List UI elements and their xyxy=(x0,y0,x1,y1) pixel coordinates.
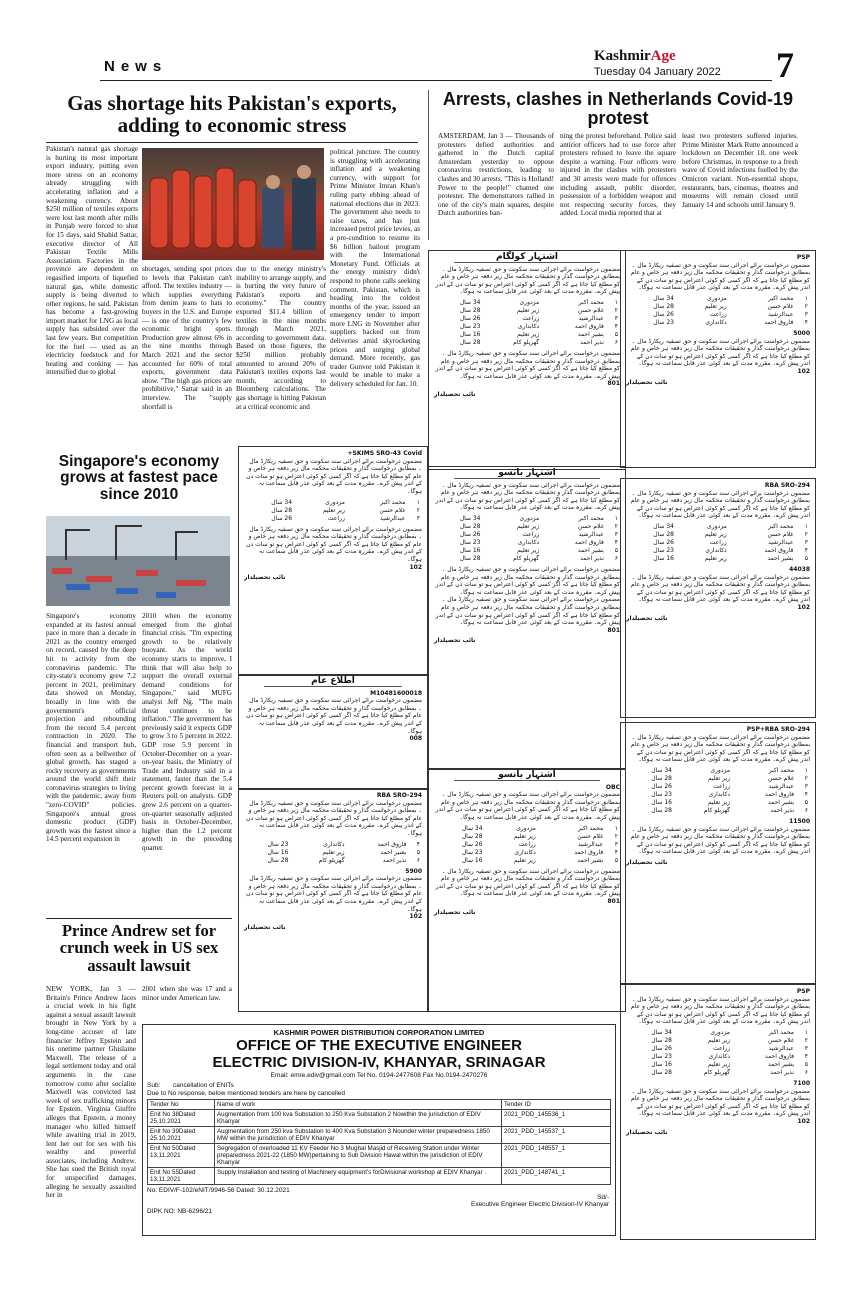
notice-body-2: مضمون درخواست برائے اجرائی سند سکونت و حق تصفیہ ریکارڈ مال ۔ بمطابق درخواست گذار و تحقیقات محکمہ مال زیر دفعہ ہر خاص و عام کو مطلع کیا جاتا ہے کہ اگر کسی کو کوئی اعتراض ہو تو سات دن کے اندر پیش کرے۔ مقررہ مدت کے بعد کوئی عذر قابل سماعت نہ ہوگا۔ xyxy=(630,337,810,368)
kpdcl-ref: No: EDIV/F-102/eNIT/9946-56 Dated: 30.12.2021 xyxy=(147,1187,290,1194)
table-row: ۳ عبدالرشید زراعت 26 سال xyxy=(271,514,420,522)
notice-ref: SKIMS SRO-43 Covid+ xyxy=(347,450,422,457)
gas-rule xyxy=(46,142,418,143)
urdu-notice-right-2 xyxy=(620,478,816,718)
gas-col-1: Pakistan's natural gas shortage is hurting its most important export industry, putting even more stress on an economy already struggling with accelerating inflation and a weakening currency. About $250 million of textiles exports were lost last month after mills in Punjab were forced to shut for 15 days, said Shahid Sattar, executive director of All Pakistan Textile Mills Association. Factories in the province are dependent on regasified imports of liquefied natural gas, while domestic supply is being diverted to other regions, he said. Pakistan has become a fast-growing import market for LNG as local supply has subsided over the last few years. But competition for the fuel — used as an electricity feedstock and for heating and cooking — has intensified due to global xyxy=(46,145,138,377)
notice-body: مضمون درخواست برائے اجرائی سند سکونت و حق تصفیہ ریکارڈ مال ۔ بمطابق درخواست گذار و تحقیقات محکمہ مال زیر دفعہ ہر خاص و عام کو مطلع کیا جاتا ہے کہ اگر کسی کو کوئی اعتراض ہو تو سات دن کے اندر پیش کرے۔ مقررہ مدت کے بعد کوئی عذر قابل سماعت نہ ہوگا۔ xyxy=(246,799,422,837)
andrew-col-1: NEW YORK, Jan 3 — Britain's Prince Andrew faces a crucial week in his fight against a sexual assault lawsuit brought in New York by a long-time accuser of late financier Jeffrey Epstein and his onetime partner Ghislaine Maxwell. The release of a legal settlement today and oral arguments in the case tomorrow come after socialite Maxwell was convicted last week of sex trafficking minors for Epstein. Virginia Giuffre alleges that Epstein, a money manager who killed himself while awaiting trial in 2019, lent her out for sex with his wealthy and powerful associates, including Andrew. She has sued the British royal for unspecified damages, alleging he sexually assaulted her in xyxy=(46,985,136,1200)
table-row: ۳ عبدالرشید زراعت 26 سال xyxy=(459,530,618,538)
notice-body: مضمون درخواست برائے اجرائی سند سکونت و حق تصفیہ ریکارڈ مال ۔ بمطابق درخواست گذار و تحقیقات محکمہ مال زیر دفعہ ہر خاص و عام کو مطلع کیا جاتا ہے کہ اگر کسی کو کوئی اعتراض ہو تو سات دن کے اندر پیش کرے۔ مقررہ مدت کے بعد کوئی عذر قابل سماعت نہ ہوگا۔ xyxy=(630,261,810,292)
notice-number: 102 xyxy=(797,367,810,375)
table-row: ۱ محمد اکبر مزدوری 34 سال xyxy=(459,298,618,306)
cylinders-graphic xyxy=(142,148,324,260)
notice-body-2: مضمون درخواست برائے اجرائی سند سکونت و حق تصفیہ ریکارڈ مال ۔ بمطابق درخواست گذار و تحقیقات محکمہ مال زیر دفعہ ہر خاص و عام کو مطلع کیا جاتا ہے کہ اگر کسی کو کوئی اعتراض ہو تو سات دن کے اندر پیش کرے۔ مقررہ مدت کے بعد کوئی عذر قابل سماعت نہ ہوگا۔ xyxy=(630,1087,810,1118)
section-label: News xyxy=(104,58,168,75)
table-row: ۴ فاروق احمد دکانداری 23 سال xyxy=(651,1052,808,1060)
table-row: ۴ فاروق احمد دکانداری 23 سال xyxy=(459,322,618,330)
kpdcl-org: KASHMIR POWER DISTRIBUTION CORPORATION LIMITED xyxy=(273,1028,485,1037)
notice-table xyxy=(626,767,810,815)
subject-text: cancellation of ENITs xyxy=(173,1082,234,1089)
urdu-notice-right-3 xyxy=(620,722,816,984)
urdu-notice-banso-1 xyxy=(428,466,626,770)
table-row: ۶ نذیر احمد گھریلو کام 28 سال xyxy=(651,1068,808,1076)
kpdcl-signatory: Executive Engineer Electric Division-IV Khanyar xyxy=(470,1201,609,1208)
notice-signature: نائب تحصیلدار xyxy=(626,1128,668,1136)
urdu-notice-2 xyxy=(238,788,428,1012)
notice-body: مضمون درخواست برائے اجرائی سند سکونت و حق تصفیہ ریکارڈ مال ۔ بمطابق درخواست گذار و تحقیقات محکمہ مال زیر دفعہ ہر خاص و عام کو مطلع کیا جاتا ہے کہ اگر کسی کو کوئی اعتراض ہو تو سات دن کے اندر پیش کرے۔ مقررہ مدت کے بعد کوئی عذر قابل سماعت نہ ہوگا۔ xyxy=(246,457,422,495)
table-row: ۴ فاروق احمد دکانداری 23 سال xyxy=(267,840,420,848)
kpdcl-sd: Sd/- xyxy=(597,1194,609,1201)
col-tender-no: Tender No xyxy=(148,1100,215,1110)
notice-signature: نائب تحصیلدار xyxy=(626,614,668,622)
table-row: Enit No 55Dated 13.11.2021 Supply Installation and testing of Machinery equipment's forDivisional workshop at EDIV Khanyar . 2021_PDD_148741_1 xyxy=(148,1168,611,1185)
table-row: ۳ عبدالرشید زراعت 26 سال xyxy=(651,782,808,790)
kpdcl-table-wrap xyxy=(143,1099,615,1185)
table-row: ۱ محمد اکبر مزدوری 34 سال xyxy=(653,294,808,302)
table-row: ۲ غلام حسن زیر تعلیم 28 سال xyxy=(459,522,618,530)
notice-number: 102 xyxy=(409,563,422,571)
table-row: ۵ بشیر احمد زیر تعلیم 16 سال xyxy=(651,798,808,806)
urdu-notice-kulgam xyxy=(428,250,626,470)
notice-body-2: مضمون درخواست برائے اجرائی سند سکونت و حق تصفیہ ریکارڈ مال ۔ بمطابق درخواست گذار و تحقیقات محکمہ مال زیر دفعہ ہر خاص و عام کو مطلع کیا جاتا ہے کہ اگر کسی کو کوئی اعتراض ہو تو سات دن کے اندر پیش کرے۔ مقررہ مدت کے بعد کوئی عذر قابل سماعت نہ ہوگا۔ xyxy=(630,825,810,856)
table-row: ۴ فاروق احمد دکانداری 23 سال xyxy=(461,848,618,856)
table-row: ۶ نذیر احمد گھریلو کام 28 سال xyxy=(459,338,618,346)
table-row: ۵ بشیر احمد زیر تعلیم 16 سال xyxy=(459,546,618,554)
table-row: ۲ غلام حسن زیر تعلیم 28 سال xyxy=(653,302,808,310)
kpdcl-table xyxy=(147,1099,611,1185)
notice-body-2: مضمون درخواست برائے اجرائی سند سکونت و حق تصفیہ ریکارڈ مال ۔ بمطابق درخواست گذار و تحقیقات محکمہ مال زیر دفعہ ہر خاص و عام کو مطلع کیا جاتا ہے کہ اگر کسی کو کوئی اعتراض ہو تو سات دن کے اندر پیش کرے۔ مقررہ مدت کے بعد کوئی عذر قابل سماعت نہ ہوگا۔ xyxy=(435,349,620,380)
col-name-of-work: Name of work xyxy=(215,1100,502,1110)
kpdcl-subject xyxy=(143,1082,615,1089)
table-row: ۱ محمد اکبر مزدوری 34 سال xyxy=(461,824,618,832)
singapore-headline: Singapore's economy grows at fastest pace since 2010 xyxy=(58,453,220,503)
table-row: ۴ فاروق احمد دکانداری 23 سال xyxy=(653,318,808,326)
notice-number: 008 xyxy=(409,735,422,743)
table-row: ۲ غلام حسن زیر تعلیم 28 سال xyxy=(653,530,808,538)
table-row: ۵ بشیر احمد زیر تعلیم 16 سال xyxy=(459,330,618,338)
urdu-notice-general xyxy=(238,674,428,790)
notice-ref: PSP xyxy=(796,254,810,261)
table-row: ۶ نذیر احمد گھریلو کام 28 سال xyxy=(267,856,420,864)
kpdcl-office: OFFICE OF THE EXECUTIVE ENGINEER xyxy=(236,1037,522,1054)
notice-signature: نائب تحصیلدار xyxy=(434,390,476,398)
kpdcl-division: ELECTRIC DIVISION-IV, KHANYAR, SRINAGAR xyxy=(212,1054,546,1071)
andrew-rule xyxy=(46,918,232,919)
kpdcl-tender-notice xyxy=(142,1024,616,1236)
table-row: ۲ غلام حسن زیر تعلیم 28 سال xyxy=(459,306,618,314)
notice-amount: 5900 xyxy=(405,867,422,875)
notice-title: اشتہار بانسو xyxy=(454,470,600,479)
table-row: ۶ نذیر احمد گھریلو کام 28 سال xyxy=(651,806,808,814)
column-divider xyxy=(428,90,429,240)
page-number: 7 xyxy=(776,45,794,85)
notice-ref: OBC xyxy=(605,783,620,791)
netherlands-col-3: least two protesters suffered injuries. Prime Minister Mark Rutte announced a lockdown on December 18, one week before Christmas, in response to a fresh wave of Covid infections fuelled by the Omicron variant. Non-essential shops, restaurants, bars, cinemas, theatres and museums will remain closed until January 14 and schools until January 9. xyxy=(682,132,798,209)
logo-left: Kashmir xyxy=(594,48,651,64)
notice-table xyxy=(434,515,620,563)
netherlands-col-2: ning the protest beforehand. Police said antiriot officers had to use force after protesters refused to leave the square despite a warning. Four officers were injured in the clashes with protesters and 30 arrests were made for offences including assault, public disorder, possession of a forbidden weapon and not respecting security forces, they added. Local media reported that at xyxy=(560,132,676,218)
table-row: ۲ غلام حسن زیر تعلیم 28 سال xyxy=(651,774,808,782)
notice-table xyxy=(244,841,422,865)
notice-table xyxy=(626,295,810,327)
newspaper-logo xyxy=(594,48,676,65)
notice-ref: M10481600018 xyxy=(370,689,422,697)
notice-number: 102 xyxy=(409,913,422,921)
notice-table xyxy=(626,1029,810,1077)
notice-ref: RBA SRO-294 xyxy=(764,482,810,489)
gas-col-2: shortages, sending spot prices to levels that Pakistan can't afford. The textiles industry — which supplies everything from denim jeans to hats to buyers in the U.S. and Europe — is one of the country's few economic bright spots. Production grew almost 6% in the nine months through March 2021 and the sector accounted for 60% of total exports, government data show. "The high gas prices are prohibitive," Sattar said in an interview. The "supply shortfall is xyxy=(142,265,232,411)
notice-signature: نائب تحصیلدار xyxy=(434,908,476,916)
notice-title: اشتہار کولگام xyxy=(454,254,600,263)
notice-ref: RBA SRO-294 xyxy=(376,792,422,799)
table-row: ۴ فاروق احمد دکانداری 23 سال xyxy=(653,546,808,554)
table-row: ۵ بشیر احمد زیر تعلیم 16 سال xyxy=(461,856,618,864)
notice-signature: نائب تحصیلدار xyxy=(244,574,286,582)
issue-date: Tuesday 04 January 2022 xyxy=(594,66,721,78)
notice-ref: PSP+RBA SRO-294 xyxy=(746,726,810,733)
table-row: ۳ عبدالرشید زراعت 26 سال xyxy=(653,310,808,318)
logo-right: Age xyxy=(650,48,676,64)
gas-col-3: due to the energy ministry's inability to arrange supply, and is hurting the very future of Pakistan's exports and economy." The country exported $11.4 billion of textiles in the nine months through March 2021, according to government data. Based on those figures, the $250 million probably amounted to around 20% of Pakistan's textiles exports last month, according to Bloomberg calculations. The gas shortage is hitting Pakistan at a critical economic and xyxy=(236,265,326,411)
kpdcl-dipk: DIPK NO: NB-6296/21 xyxy=(147,1208,213,1215)
table-header-row xyxy=(148,1100,611,1110)
gas-headline: Gas shortage hits Pakistan's exports, adding to economic stress xyxy=(67,91,397,138)
port-graphic xyxy=(46,516,230,606)
notice-title: اشتہار بانسو xyxy=(454,772,600,781)
urdu-notice-1 xyxy=(238,446,428,676)
table-row: ۳ عبدالرشید زراعت 26 سال xyxy=(653,538,808,546)
notice-number: 102 xyxy=(797,1117,810,1125)
notice-number: 801 xyxy=(607,380,620,388)
notice-table xyxy=(434,299,620,347)
gas-cylinders-photo xyxy=(142,148,324,260)
andrew-headline: Prince Andrew set for crunch week in US sex assault lawsuit xyxy=(59,921,219,975)
table-row: Enit No 50Dated 13.11.2021 Segregation of overloaded 11 KV Feeder No 3 Mughal Masjid of Receiving Station under Winter preparedness 2021-22 (1850 MW)pertaining to Sub Division Hawal within the jurisdiction of EDIV Khanyar 2021_PDD_148557_1 xyxy=(148,1144,611,1168)
urdu-notice-banso-2 xyxy=(428,768,626,1012)
table-row: Enit No 38Dated 25.10.2021 Augmentation from 100 kva Substation to 250 Kva Substation 2 Nowithin the jurisdiction of EDIV Khanyar 2021_PDD_145536_1 xyxy=(148,1110,611,1127)
table-row: ۵ بشیر احمد زیر تعلیم 16 سال xyxy=(267,848,420,856)
notice-number: 102 xyxy=(797,603,810,611)
table-row: ۲ غلام حسن زیر تعلیم 28 سال xyxy=(651,1036,808,1044)
masthead-rule xyxy=(100,80,772,81)
urdu-notice-right-1 xyxy=(620,250,816,468)
notice-ref: PSP xyxy=(796,988,810,995)
notice-body-2: مضمون درخواست برائے اجرائی سند سکونت و حق تصفیہ ریکارڈ مال ۔ بمطابق درخواست گذار و تحقیقات محکمہ مال زیر دفعہ ہر خاص و عام کو مطلع کیا جاتا ہے کہ اگر کسی کو کوئی اعتراض ہو تو سات دن کے اندر پیش کرے۔ مقررہ مدت کے بعد کوئی عذر قابل سماعت نہ ہوگا۔ xyxy=(246,875,422,913)
notice-body-3: مضمون درخواست برائے اجرائی سند سکونت و حق تصفیہ ریکارڈ مال ۔ بمطابق درخواست گذار و تحقیقات محکمہ مال زیر دفعہ ہر خاص و عام کو مطلع کیا جاتا ہے کہ اگر کسی کو کوئی اعتراض ہو تو سات دن کے اندر پیش کرے۔ مقررہ مدت کے بعد کوئی عذر قابل سماعت نہ ہوگا۔ xyxy=(435,596,620,627)
table-row: ۲ غلام حسن زیر تعلیم 28 سال xyxy=(271,506,420,514)
notice-body-2: مضمون درخواست برائے اجرائی سند سکونت و حق تصفیہ ریکارڈ مال ۔ بمطابق درخواست گذار و تحقیقات محکمہ مال زیر دفعہ ہر خاص و عام کو مطلع کیا جاتا ہے کہ اگر کسی کو کوئی اعتراض ہو تو سات دن کے اندر پیش کرے۔ مقررہ مدت کے بعد کوئی عذر قابل سماعت نہ ہوگا۔ xyxy=(435,867,620,898)
notice-body-2: مضمون درخواست برائے اجرائی سند سکونت و حق تصفیہ ریکارڈ مال ۔ بمطابق درخواست گذار و تحقیقات محکمہ مال زیر دفعہ ہر خاص و عام کو مطلع کیا جاتا ہے کہ اگر کسی کو کوئی اعتراض ہو تو سات دن کے اندر پیش کرے۔ مقررہ مدت کے بعد کوئی عذر قابل سماعت نہ ہوگا۔ xyxy=(630,573,810,604)
notice-body: مضمون درخواست برائے اجرائی سند سکونت و حق تصفیہ ریکارڈ مال ۔ بمطابق درخواست گذار و تحقیقات محکمہ مال زیر دفعہ ہر خاص و عام کو مطلع کیا جاتا ہے کہ اگر کسی کو کوئی اعتراض ہو تو سات دن کے اندر پیش کرے۔ مقررہ مدت کے بعد کوئی عذر قابل سماعت نہ ہوگا۔ xyxy=(630,489,810,520)
notice-body: مضمون درخواست برائے اجرائی سند سکونت و حق تصفیہ ریکارڈ مال ۔ بمطابق درخواست گذار و تحقیقات محکمہ مال زیر دفعہ ہر خاص و عام کو مطلع کیا جاتا ہے کہ اگر کسی کو کوئی اعتراض ہو تو سات دن کے اندر پیش کرے۔ مقررہ مدت کے بعد کوئی عذر قابل سماعت نہ ہوگا۔ xyxy=(435,481,620,512)
netherlands-col-1: AMSTERDAM, Jan 3 — Thousands of protesters defied authorities and gathered in the Dutch capital Amsterdam yesterday to oppose coronavirus restrictions, leading to clashes and 30 arrests. "This is Holland! Power to the people!" chanted one protester. The demonstrators rallied in one of the city's main squares, despite Dutch authorities ban- xyxy=(438,132,554,218)
notice-amount: 44038 xyxy=(789,565,810,573)
kpdcl-contact: Email: emre.ediv@gmail.com Tel No. 0194-2477608 Fax No.0194-2470276 xyxy=(270,1072,488,1079)
notice-table xyxy=(244,499,422,523)
table-row: ۱ محمد اکبر مزدوری 34 سال xyxy=(651,1028,808,1036)
subject-label: Sub: xyxy=(147,1082,161,1089)
kpdcl-note: Due to No response, below mentioned tenders are here by cancelled xyxy=(147,1090,346,1097)
singapore-port-photo xyxy=(46,516,230,606)
notice-amount: 5000 xyxy=(793,329,810,337)
table-row: ۲ غلام حسن زیر تعلیم 28 سال xyxy=(461,832,618,840)
notice-body-2: مضمون درخواست برائے اجرائی سند سکونت و حق تصفیہ ریکارڈ مال ۔ بمطابق درخواست گذار و تحقیقات محکمہ مال زیر دفعہ ہر خاص و عام کو مطلع کیا جاتا ہے کہ اگر کسی کو کوئی اعتراض ہو تو سات دن کے اندر پیش کرے۔ مقررہ مدت کے بعد کوئی عذر قابل سماعت نہ ہوگا۔ xyxy=(246,525,422,563)
table-row: ۳ عبدالرشید زراعت 26 سال xyxy=(651,1044,808,1052)
notice-title: اطلاع عام xyxy=(264,678,402,687)
table-row: ۶ نذیر احمد گھریلو کام 28 سال xyxy=(459,554,618,562)
notice-amount: 7100 xyxy=(793,1079,810,1087)
table-row: ۱ محمد اکبر مزدوری 34 سال xyxy=(459,514,618,522)
notice-body-2: مضمون درخواست برائے اجرائی سند سکونت و حق تصفیہ ریکارڈ مال ۔ بمطابق درخواست گذار و تحقیقات محکمہ مال زیر دفعہ ہر خاص و عام کو مطلع کیا جاتا ہے کہ اگر کسی کو کوئی اعتراض ہو تو سات دن کے اندر پیش کرے۔ مقررہ مدت کے بعد کوئی عذر قابل سماعت نہ ہوگا۔ xyxy=(435,565,620,596)
notice-signature: نائب تحصیلدار xyxy=(244,923,286,931)
notice-signature: نائب تحصیلدار xyxy=(626,378,668,386)
singapore-col-2: 2010 when the economy emerged from the global financial crisis. "I'm expecting growth to be relatively buoyant. As the world economy starts to improve, I think that will also help to support the overall external demand conditions for Singapore," said MUFG analyst Jeff Ng. "The main threat continues to be inflation." The government has previously said it expects GDP to grow 3 to 5 percent in 2022. GDP rose 5.9 percent in October-December on a year-on-year basis, the Ministry of Trade and Industry said in a statement, faster than the 5.4 percent growth forecast in a Reuters poll on analysts. GDP grew 2.6 percent on a quarter-on-quarter seasonally adjusted basis in October-December, higher than the 1.2 percent growth in the preceding quarter. xyxy=(142,612,232,853)
table-row: ۳ عبدالرشید زراعت 26 سال xyxy=(461,840,618,848)
andrew-col-2: 2001 when she was 17 and a minor under American law. xyxy=(142,985,232,1002)
table-row: ۳ عبدالرشید زراعت 26 سال xyxy=(459,314,618,322)
netherlands-headline: Arrests, clashes in Netherlands Covid-19 protest xyxy=(442,89,794,128)
table-row: ۵ بشیر احمد زیر تعلیم 16 سال xyxy=(651,1060,808,1068)
notice-body: مضمون درخواست برائے اجرائی سند سکونت و حق تصفیہ ریکارڈ مال ۔ بمطابق درخواست گذار و تحقیقات محکمہ مال زیر دفعہ ہر خاص و عام کو مطلع کیا جاتا ہے کہ اگر کسی کو کوئی اعتراض ہو تو سات دن کے اندر پیش کرے۔ مقررہ مدت کے بعد کوئی عذر قابل سماعت نہ ہوگا۔ xyxy=(630,733,810,764)
table-row: ۴ فاروق احمد دکانداری 23 سال xyxy=(459,538,618,546)
gas-col-4: political juncture. The country is struggling with accelerating inflation and a weakening currency, with support for Prime Minister Imran Khan's ruling party ebbing ahead of national elections due in 2023. The government also needs to raise taxes, and has just increased petrol price levies, as a pre-condition to resume its $6 billion bailout program with the International Monetary Fund. Officials at the energy ministry didn't respond to phone calls seeking comment. Pakistan, which is heading into the coldest months of the year, issued an emergency tender to import more LNG in November after suppliers backed out from deliveries amid skyrocketing prices and surging global demand. More recently, gas trader Gunvor told Pakistan it would be unable to make a delivery scheduled for Jan. 10. xyxy=(330,148,420,389)
notice-table xyxy=(434,825,620,865)
table-row: ۱ محمد اکبر مزدوری 34 سال xyxy=(651,766,808,774)
notice-number: 801 xyxy=(607,897,620,905)
notice-table xyxy=(626,523,810,563)
notice-body: مضمون درخواست برائے اجرائی سند سکونت و حق تصفیہ ریکارڈ مال ۔ بمطابق درخواست گذار و تحقیقات محکمہ مال زیر دفعہ ہر خاص و عام کو مطلع کیا جاتا ہے کہ اگر کسی کو کوئی اعتراض ہو تو سات دن کے اندر پیش کرے۔ مقررہ مدت کے بعد کوئی عذر قابل سماعت نہ ہوگا۔ xyxy=(630,995,810,1026)
notice-number: 801 xyxy=(607,626,620,634)
table-row: ۵ بشیر احمد زیر تعلیم 16 سال xyxy=(653,554,808,562)
notice-body: مضمون درخواست برائے اجرائی سند سکونت و حق تصفیہ ریکارڈ مال ۔ بمطابق درخواست گذار و تحقیقات محکمہ مال زیر دفعہ ہر خاص و عام کو مطلع کیا جاتا ہے کہ اگر کسی کو کوئی اعتراض ہو تو سات دن کے اندر پیش کرے۔ مقررہ مدت کے بعد کوئی عذر قابل سماعت نہ ہوگا۔ xyxy=(435,791,620,821)
col-tender-id: Tender ID xyxy=(502,1100,611,1110)
notice-body: مضمون درخواست برائے اجرائی سند سکونت و حق تصفیہ ریکارڈ مال ۔ بمطابق درخواست گذار و تحقیقات محکمہ مال زیر دفعہ ہر خاص و عام کو مطلع کیا جاتا ہے کہ اگر کسی کو کوئی اعتراض ہو تو سات دن کے اندر پیش کرے۔ مقررہ مدت کے بعد کوئی عذر قابل سماعت نہ ہوگا۔ xyxy=(435,265,620,296)
masthead xyxy=(0,0,848,90)
notice-body: مضمون درخواست برائے اجرائی سند سکونت و حق تصفیہ ریکارڈ مال ۔ بمطابق درخواست گذار و تحقیقات محکمہ مال زیر دفعہ ہر خاص و عام کو مطلع کیا جاتا ہے کہ اگر کسی کو کوئی اعتراض ہو تو سات دن کے اندر پیش کرے۔ مقررہ مدت کے بعد کوئی عذر قابل سماعت نہ ہوگا۔ xyxy=(246,697,422,735)
notice-amount: 11500 xyxy=(789,817,810,825)
table-row: ۴ فاروق احمد دکانداری 23 سال xyxy=(651,790,808,798)
table-row: Enit No 39Dated 25.10.2021 Augmentation from 250 kva Substation to 400 Kva Substation 3 Nounder winter preparedness 1850 MW within the jurisdiction of EDIV Khanyar 2021_PDD_145537_1 xyxy=(148,1127,611,1144)
table-row: ۱ محمد اکبر مزدوری 34 سال xyxy=(271,498,420,506)
notice-signature: نائب تحصیلدار xyxy=(626,858,668,866)
singapore-col-1: Singapore's economy expanded at its fastest annual pace in more than a decade in 2021 as the country emerged on record, caused by the deep hit to activity from the coronavirus pandemic. The city-state's economy grew 7.2 percent in 2021, preliminary data showed on Monday, broadly in line with the government's official projection and rebounding from the record 5.4 percent contraction in 2020. The financial and transport hub, often seen as a bellwether of global growth, has staged a rocky recovery as governments around the world shift their coronavirus strategies to living with the pandemic, away from "zero-COVID" policies. Singapore's annual gross domestic product (GDP) growth was the fastest since a 14.5 percent expansion in xyxy=(46,612,136,844)
urdu-notice-right-4 xyxy=(620,984,816,1240)
table-row: ۱ محمد اکبر مزدوری 34 سال xyxy=(653,522,808,530)
notice-signature: نائب تحصیلدار xyxy=(434,637,476,645)
